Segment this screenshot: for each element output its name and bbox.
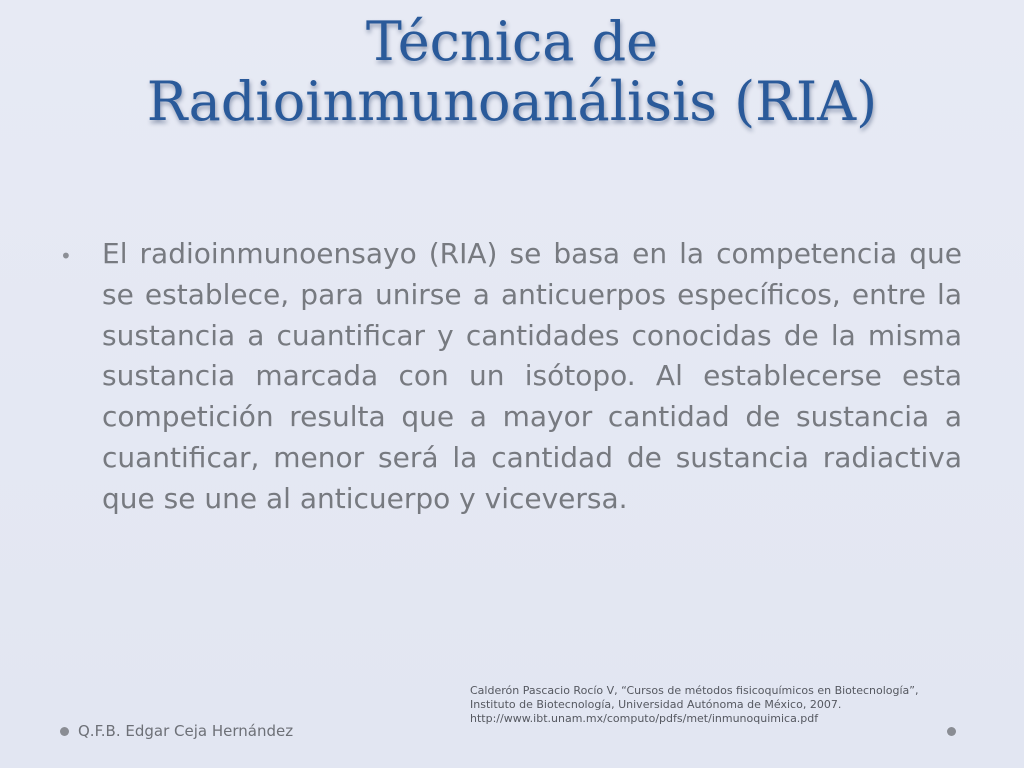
- title-line-1: Técnica de: [365, 10, 659, 73]
- citation-url: http://www.ibt.unam.mx/computo/pdfs/met/inmunoquimica.pdf: [470, 712, 819, 725]
- bullet-marker: •: [60, 244, 72, 268]
- slide-body: [60, 234, 962, 520]
- footer-dot-icon: [60, 727, 69, 736]
- citation-line-2: Instituto de Biotecnología, Universidad Autónoma de México, 2007.: [470, 698, 842, 711]
- bullet-text: El radioinmunoensayo (RIA) se basa en la competencia que se establece, para unirse a anticuerpos específicos, entre la sustancia a cuantificar y cantidades conocidas de la misma sustancia marcada con un isótopo. Al establecerse esta competición resulta que a mayor cantidad de sustancia a cuantificar, menor será la cantidad de sustancia radiactiva que se une al anticuerpo y viceversa.: [102, 237, 962, 515]
- slide-number-dot-icon: [947, 727, 956, 736]
- footer-author: [60, 722, 293, 740]
- title-line-2: Radioinmunoanálisis (RIA): [146, 70, 878, 133]
- footer-author-name: Q.F.B. Edgar Ceja Hernández: [78, 722, 294, 740]
- citation-line-1: Calderón Pascacio Rocío V, “Cursos de métodos fisicoquímicos en Biotecnología”,: [470, 684, 919, 697]
- bullet-item: [60, 234, 962, 520]
- slide-title: [40, 12, 984, 132]
- citation: [470, 684, 970, 726]
